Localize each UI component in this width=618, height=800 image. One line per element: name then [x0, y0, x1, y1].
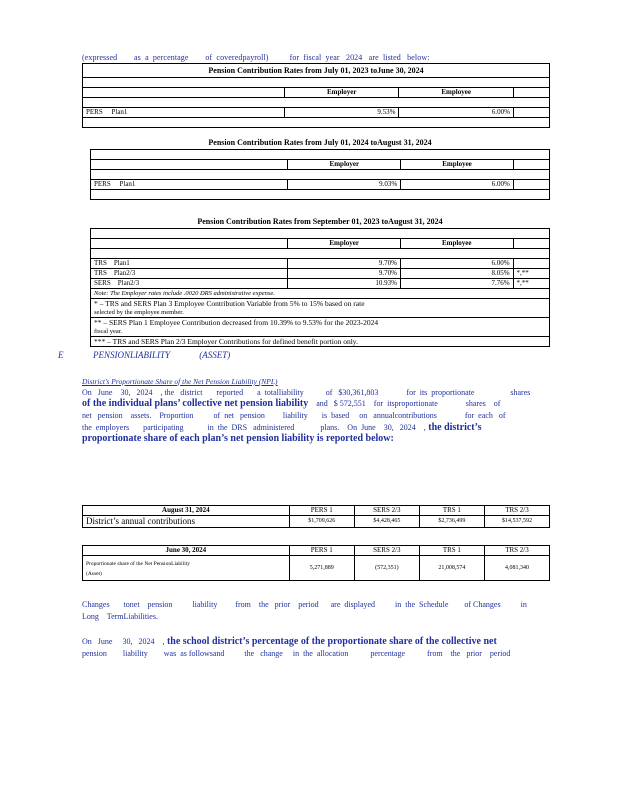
- contribution-rates-table-1: [82, 63, 550, 128]
- footnote-1-continued: selected by the employee member.: [91, 308, 550, 318]
- table2-employer-header: Employer: [288, 160, 401, 170]
- footnote-mark: [513, 180, 549, 190]
- column-header: SERS 2/3: [354, 546, 419, 556]
- column-header: SERS 2/3: [354, 506, 419, 516]
- cell-value: 4,081,340: [484, 556, 549, 581]
- paragraph-3-line-1: On June 30, 2024 , the school district’s percentage of the proportionate share of the collective net: [82, 636, 497, 647]
- cell-value: $1,709,626: [289, 516, 354, 528]
- table3-employee-header: Employee: [400, 239, 513, 249]
- cell-value: (572,351): [354, 556, 419, 581]
- system-name: SERS: [94, 279, 111, 287]
- footnote-2-continued: fiscal year.: [91, 327, 550, 337]
- employee-rate: 6.00%: [400, 259, 513, 269]
- intro-line: (expressed as a percentage of coveredpayroll) for fiscal year 2024 are listed below:: [82, 53, 430, 62]
- employer-rate: 9.03%: [288, 180, 401, 190]
- plan-name: Plan1: [119, 180, 136, 188]
- employee-rate: 7.76%: [400, 279, 513, 289]
- table2-title: Pension Contribution Rates from July 01, 2024 toAugust 31, 2024: [208, 138, 432, 147]
- section-letter: E: [58, 350, 64, 360]
- net-pension-liability-table: [82, 545, 550, 581]
- column-header: June 30, 2024: [83, 546, 290, 556]
- cell-value: $2,736,499: [419, 516, 484, 528]
- column-header: TRS 1: [419, 506, 484, 516]
- footnote-mark: *,**: [513, 279, 549, 289]
- system-name: PERS: [94, 180, 111, 188]
- cell-value: $14,537,592: [484, 516, 549, 528]
- system-name: TRS: [94, 269, 107, 277]
- employer-rate: 9.70%: [288, 269, 401, 279]
- footnote-mark: [513, 259, 549, 269]
- table1-employee-header: Employee: [399, 88, 513, 98]
- employer-rate: 10.93%: [288, 279, 401, 289]
- paragraph-3-line-2: pension liability was as followsand the change in the allocation percentage from the prior period: [82, 649, 511, 658]
- paragraph-1-line-4: the employers participating in the DRS administered plans. On June 30, 2024 , the district’s: [82, 422, 482, 433]
- table-row: [83, 556, 550, 581]
- employee-rate: 6.00%: [399, 108, 513, 118]
- table-row: [91, 180, 550, 190]
- section-subtitle: District’s Proportionate Share of the Net Pension Liability (NPL): [82, 377, 278, 386]
- footnote-mark: [513, 108, 549, 118]
- row-label: District’s annual contributions: [83, 516, 290, 528]
- employer-rate: 9.70%: [288, 259, 401, 269]
- column-header: PERS 1: [289, 506, 354, 516]
- employer-rate: 9.53%: [285, 108, 399, 118]
- footnote-2: ** – SERS Plan 1 Employee Contribution decreased from 10.39% to 9.53% for the 2023-2024: [91, 318, 550, 328]
- column-header: TRS 2/3: [484, 506, 549, 516]
- plan-name: Plan1: [111, 108, 128, 116]
- table-row: [83, 108, 550, 118]
- employee-rate: 6.00%: [401, 180, 514, 190]
- annual-contributions-table: [82, 505, 550, 528]
- table3-title: Pension Contribution Rates from September 01, 2023 toAugust 31, 2024: [197, 217, 443, 226]
- table2-employee-header: Employee: [401, 160, 514, 170]
- table-row: [91, 279, 550, 289]
- cell-value: $4,428,465: [354, 516, 419, 528]
- table1-employer-header: Employer: [285, 88, 399, 98]
- paragraph-2-line-2: Long TermLiabilities.: [82, 612, 158, 621]
- footnote-mark: *,**: [513, 269, 549, 279]
- paragraph-1-line-5: proportionate share of each plan’s net pension liability is reported below:: [82, 433, 394, 444]
- paragraph-1-line-3: net pension assets. Proportion of net pension liability is based on annualcontributions for each of: [82, 411, 506, 420]
- plan-name: Plan2/3: [113, 269, 136, 277]
- table1-title: Pension Contribution Rates from July 01, 2023 toJune 30, 2024: [83, 64, 550, 78]
- column-header: TRS 1: [419, 546, 484, 556]
- column-header: PERS 1: [289, 546, 354, 556]
- table-row: [91, 259, 550, 269]
- plan-name: Plan1: [113, 259, 130, 267]
- table-row: [91, 269, 550, 279]
- cell-value: 21,008,574: [419, 556, 484, 581]
- column-header: TRS 2/3: [484, 546, 549, 556]
- employee-rate: 8.05%: [400, 269, 513, 279]
- column-header: August 31, 2024: [83, 506, 290, 516]
- table-row: [83, 516, 550, 528]
- cell-value: 5,271,889: [289, 556, 354, 581]
- table-note: Note: The Employer rates include .0020 DRS administrative expense.: [91, 289, 550, 299]
- footnote-3: *** – TRS and SERS Plan 2/3 Employer Contributions for defined benefit portion only.: [91, 337, 550, 347]
- plan-name: Plan2/3: [117, 279, 140, 287]
- paragraph-2-line-1: Changes tonet pension liability from the prior period are displayed in the Schedule of Changes in: [82, 600, 527, 609]
- contribution-rates-table-3: [90, 215, 550, 347]
- footnote-1: * – TRS and SERS Plan 3 Employee Contribution Variable from 5% to 15% based on rate: [91, 299, 550, 309]
- system-name: PERS: [86, 108, 103, 116]
- table3-employer-header: Employer: [288, 239, 401, 249]
- row-label: Proportionate share of the Net PensionLiability (Asset): [83, 556, 290, 581]
- section-title: PENSIONLIABILITY (ASSET): [93, 350, 231, 360]
- contribution-rates-table-2: [90, 136, 550, 200]
- system-name: TRS: [94, 259, 107, 267]
- paragraph-1-line-1: On June 30, 2024 , the district reported a totalliability of $30,361,803 for its proportionate shares: [82, 388, 531, 397]
- paragraph-1-line-2: of the individual plans’ collective net pension liability and $ 572,551 for itsproportionate shares of: [82, 398, 501, 409]
